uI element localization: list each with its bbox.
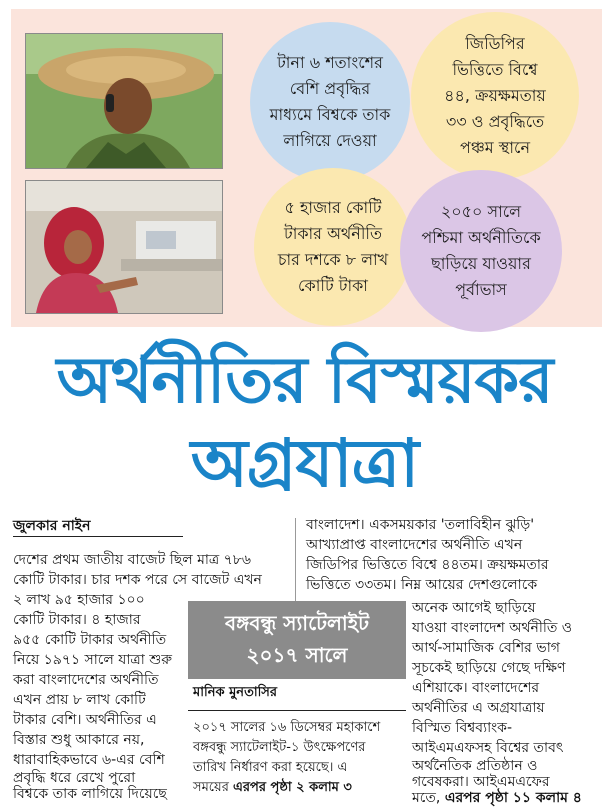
bubble-economy-size: ৫ হাজার কোটি টাকার অর্থনীতি চার দশকে ৮ লাখ কোটি টাকা xyxy=(254,168,412,326)
bubble-growth: টানা ৬ শতাংশের বেশি প্রবৃদ্ধির মাধ্যমে বিশ্বকে তাক লাগিয়ে দেওয়া xyxy=(250,22,410,182)
col3-line: বিস্মিত বিশ্বব্যাংক- xyxy=(412,720,513,736)
bubble-gdp-rank: জিডিপির ভিত্তিতে বিশ্বে ৪৪, ক্রয়ক্ষমতায় ৩৩ ও প্রবৃদ্ধিতে পঞ্চম স্থানে xyxy=(411,12,579,180)
satellite-box-page-reference: এরপর পৃষ্ঠা ২ কলাম ৩ xyxy=(232,780,352,795)
farmer-photo xyxy=(25,33,223,169)
article-byline: জুলকার নাইন xyxy=(13,518,91,534)
col3-line: অর্থনীতির এ অগ্রযাত্রায় xyxy=(412,700,545,716)
col3-line: যাওয়া বাংলাদেশ অর্থনীতি ও xyxy=(412,620,573,636)
satellite-box-line-last: সময়ের এরপর পৃষ্ঠা ২ কলাম ৩ xyxy=(193,780,352,795)
col1-line: ২ লাখ ৯৫ হাজার ১০০ xyxy=(13,592,145,608)
col3-line: বাংলাদেশ। একসময়কার 'তলাবিহীন ঝুড়ি' xyxy=(306,517,535,533)
col3-line: আইএমএফসহ বিশ্বের তাবৎ xyxy=(412,740,564,756)
satellite-box-header xyxy=(188,601,406,679)
col3-line: ভিত্তিতে ৩৩তম। নিম্ন আয়ের দেশগুলোকে xyxy=(306,577,538,593)
col1-line: বিস্তার শুধু আকারে নয়, xyxy=(13,732,145,748)
col3-line: এশিয়াকে। বাংলাদেশের xyxy=(412,680,540,696)
satellite-box-line: বঙ্গবন্ধু স্যাটেলাইট-১ উৎক্ষেপণের xyxy=(193,740,366,755)
col1-line: এখন প্রায় ৮ লাখ কোটি xyxy=(13,692,146,708)
col1-line: দেশের প্রথম জাতীয় বাজেট ছিল মাত্র ৭৮৬ xyxy=(13,552,251,568)
col3-page-reference: এরপর পৃষ্ঠা ১১ কলাম ৪ xyxy=(444,790,582,806)
col3-line-last: মতে, এরপর পৃষ্ঠা ১১ কলাম ৪ xyxy=(412,790,582,806)
col3-line: অনেক আগেই ছাড়িয়ে xyxy=(412,600,536,616)
byline-rule xyxy=(13,536,183,537)
col1-line: বিশ্বকে তাক লাগিয়ে দিয়েছে xyxy=(13,786,167,802)
col3-line: গবেষকরা। আইএমএফের xyxy=(412,774,550,790)
col3-line: আর্থ-সামাজিক বেশির ভাগ xyxy=(412,640,560,656)
col3-line: অর্থনৈতিক প্রতিষ্ঠান ও xyxy=(412,758,538,774)
garment-worker-photo xyxy=(25,180,223,314)
col1-line: কোটি টাকার। ৪ হাজার xyxy=(13,612,141,628)
headline-line-1: অর্থনীতির বিস্ময়কর xyxy=(56,343,553,418)
col3-line: সূচকেই ছাড়িয়ে গেছে দক্ষিণ xyxy=(412,660,566,676)
col3-line: আখ্যাপ্রাপ্ত বাংলাদেশের অর্থনীতি এখন xyxy=(306,537,523,553)
satellite-box-line: ২০১৭ সালের ১৬ ডিসেম্বর মহাকাশে xyxy=(193,720,381,735)
headline-line-2: অগ্রযাত্রা xyxy=(190,424,419,502)
bubble-forecast: ২০৫০ সালে পশ্চিমা অর্থনীতিকে ছাড়িয়ে যাওয়ার পূর্বাভাস xyxy=(400,170,562,332)
col1-line: করা বাংলাদেশের অর্থনীতি xyxy=(13,672,159,688)
col1-line: প্রবৃদ্ধি ধরে রেখে পুরো xyxy=(13,770,136,786)
satellite-box-title-2: ২০১৭ সালে xyxy=(246,643,348,667)
satellite-box-line: তারিখ নির্ধারণ করা হয়েছে। এ xyxy=(193,760,348,775)
col1-line: কোটি টাকার। চার দশক পরে সে বাজেট এখন xyxy=(13,572,262,588)
satellite-box-title-1: বঙ্গবন্ধু স্যাটেলাইট xyxy=(224,611,370,635)
col1-line: টাকার বেশি। অর্থনীতির এ xyxy=(13,712,157,728)
satellite-box-rule xyxy=(188,710,406,711)
col1-line: ধারাবাহিকভাবে ৬-এর বেশি xyxy=(13,752,165,768)
satellite-box-byline: মানিক মুনতাসির xyxy=(193,685,278,700)
col1-line: ৯৫৫ কোটি টাকার অর্থনীতি xyxy=(13,632,167,648)
col3-line: জিডিপির ভিত্তিতে বিশ্বে ৪৪তম। ক্রয়ক্ষমতার xyxy=(306,557,549,573)
column-divider xyxy=(295,518,296,610)
col1-line: নিয়ে ১৯৭১ সালে যাত্রা শুরু xyxy=(13,652,173,668)
